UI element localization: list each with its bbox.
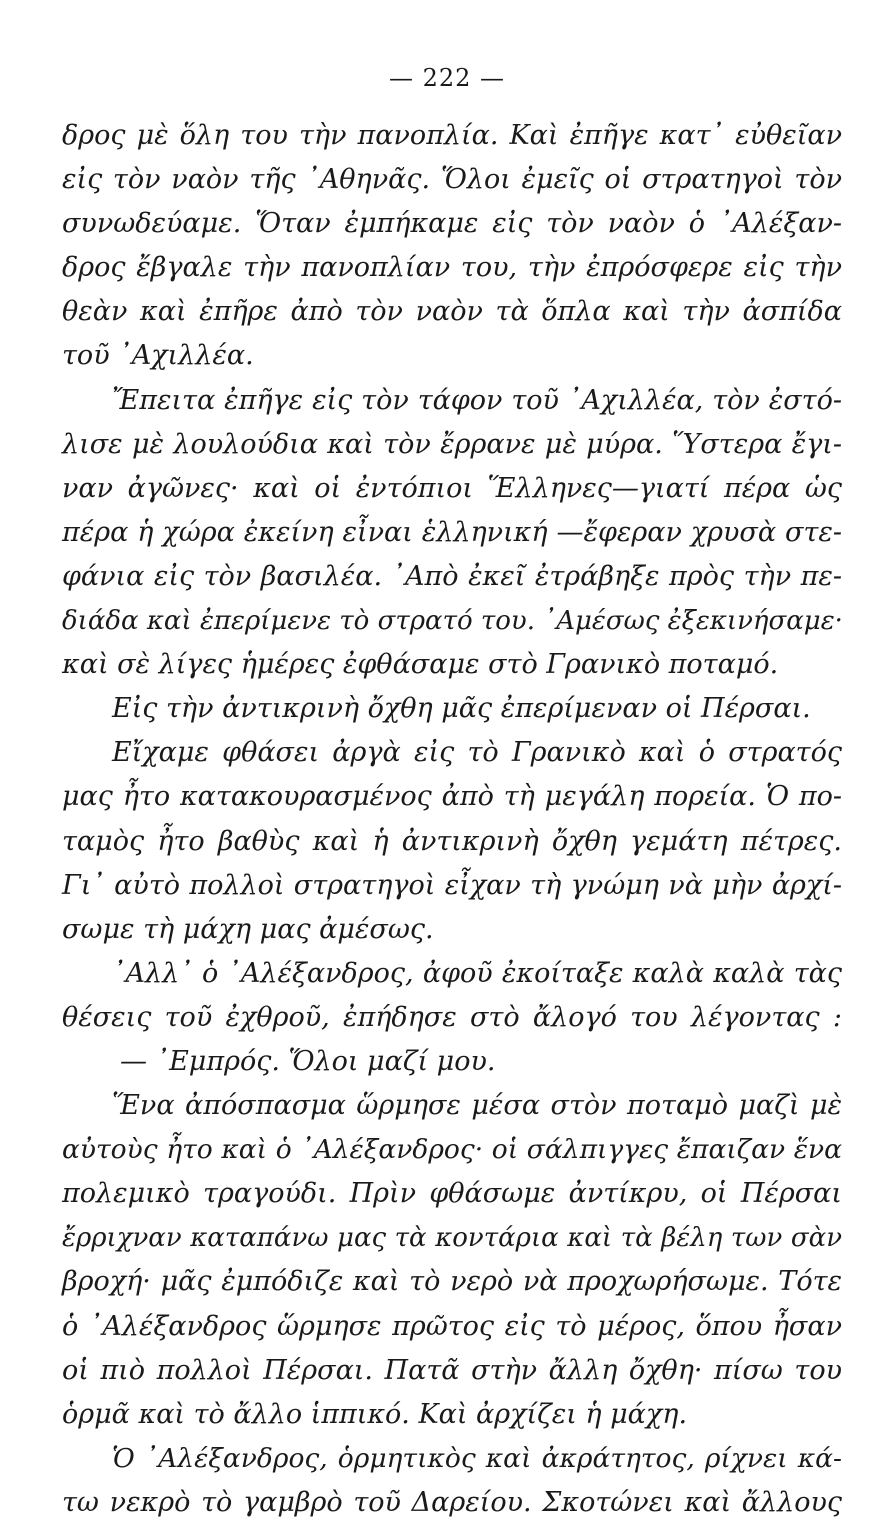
text-line: ἔρριχναν καταπάνω μας τὰ κοντάρια καὶ τὰ βέλη των σὰν [62, 1223, 842, 1254]
text-line: Ὁ ᾿Αλέξανδρος, ὁρμητικὸς καὶ ἀκράτητος, ρίχνει κά- [112, 1442, 842, 1474]
text-line: μας ἦτο κατακουρασμένος ἀπὸ τὴ μεγάλη πορεία. Ὁ πο- [62, 781, 842, 813]
text-line: συνωδεύαμε. Ὅταν ἐμπήκαμε εἰς τὸν ναὸν ὁ ᾿Αλέξαν- [62, 208, 842, 240]
text-line: ὁρμᾶ καὶ τὸ ἄλλο ἱππικό. Καὶ ἀρχίζει ἡ μάχη. [62, 1398, 688, 1430]
page-number: — 222 — [388, 64, 506, 92]
text-line: ταμὸς ἦτο βαθὺς καὶ ἡ ἀντικρινὴ ὄχθη γεμάτη πέτρες. [62, 825, 842, 857]
text-line: ᾿Αλλ᾽ ὁ ᾿Αλέξανδρος, ἀφοῦ ἐκοίταξε καλὰ καλὰ τὰς [112, 957, 842, 989]
text-line: ὁ ᾿Αλέξανδρος ὥρμησε πρῶτος εἰς τὸ μέρος, ὅπου ἦσαν [62, 1310, 842, 1342]
text-line: Εἰς τὴν ἀντικρινὴ ὄχθη μᾶς ἐπερίμεναν οἱ Πέρσαι. [112, 693, 811, 725]
text-line: βροχή· μᾶς ἐμπόδιζε καὶ τὸ νερὸ νὰ προχωρήσωμε. Τότε [62, 1266, 842, 1298]
text-line: οἱ πιὸ πολλοὶ Πέρσαι. Πατᾶ στὴν ἄλλη ὄχθη· πίσω του [62, 1354, 842, 1386]
text-line: τω νεκρὸ τὸ γαμβρὸ τοῦ Δαρείου. Σκοτώνει καὶ ἄλλους [62, 1486, 842, 1518]
text-line: δρος ἔβγαλε τὴν πανοπλίαν του, τὴν ἐπρόσφερε εἰς τὴν [62, 252, 842, 284]
body-text [62, 114, 842, 1525]
text-line: Γι᾽ αὐτὸ πολλοὶ στρατηγοὶ εἶχαν τὴ γνώμη νὰ μὴν ἀρχί- [62, 869, 842, 901]
text-line: ναν ἀγῶνες· καὶ οἱ ἐντόπιοι Ἕλληνες—γιατί πέρα ὡς [62, 472, 842, 504]
text-line: σωμε τὴ μάχη μας ἀμέσως. [62, 913, 434, 945]
text-line: Εἴχαμε φθάσει ἀργὰ εἰς τὸ Γρανικὸ καὶ ὁ στρατός [112, 737, 842, 769]
text-line: εἰς τὸν ναὸν τῆς ᾿Αθηνᾶς. Ὅλοι ἐμεῖς οἱ στρατηγοὶ τὸν [62, 164, 842, 196]
text-line: πολεμικὸ τραγούδι. Πρὶν φθάσωμε ἀντίκρυ, οἱ Πέρσαι [62, 1178, 842, 1210]
text-line: Ἔπειτα ἐπῆγε εἰς τὸν τάφον τοῦ ᾿Αχιλλέα, τὸν ἐστό- [112, 384, 842, 416]
text-line: φάνια εἰς τὸν βασιλέα. ᾿Απὸ ἐκεῖ ἐτράβηξε πρὸς τὴν πε- [62, 560, 842, 592]
text-line: — ᾿Εμπρός. Ὅλοι μαζί μου. [120, 1045, 496, 1077]
text-line: λισε μὲ λουλούδια καὶ τὸν ἔρρανε μὲ μύρα. Ὕστερα ἔγι- [62, 428, 842, 460]
text-line: τοῦ ᾿Αχιλλέα. [62, 340, 254, 372]
text-line: θέσεις τοῦ ἐχθροῦ, ἐπήδησε στὸ ἄλογό του λέγοντας : [62, 1001, 842, 1033]
text-line: καὶ σὲ λίγες ἡμέρες ἐφθάσαμε στὸ Γρανικὸ ποταμό. [62, 649, 779, 681]
text-line: αὐτοὺς ἦτο καὶ ὁ ᾿Αλέξανδρος· οἱ σάλπιγγες ἔπαιζαν ἕνα [62, 1134, 842, 1166]
text-line: Ἕνα ἀπόσπασμα ὥρμησε μέσα στὸν ποταμὸ μαζὶ μὲ [112, 1090, 842, 1122]
text-line: θεὰν καὶ ἐπῆρε ἀπὸ τὸν ναὸν τὰ ὅπλα καὶ τὴν ἀσπίδα [62, 296, 842, 328]
text-line: δρος μὲ ὅλη του τὴν πανοπλία. Καὶ ἐπῆγε κατ᾽ εὐθεῖαν [62, 120, 842, 151]
text-line: διάδα καὶ ἐπερίμενε τὸ στρατό του. ᾿Αμέσως ἐξεκινήσαμε· [62, 606, 843, 637]
text-line: πέρα ἡ χώρα ἐκείνη εἶναι ἑλληνική —ἔφεραν χρυσὰ στε- [62, 516, 842, 548]
